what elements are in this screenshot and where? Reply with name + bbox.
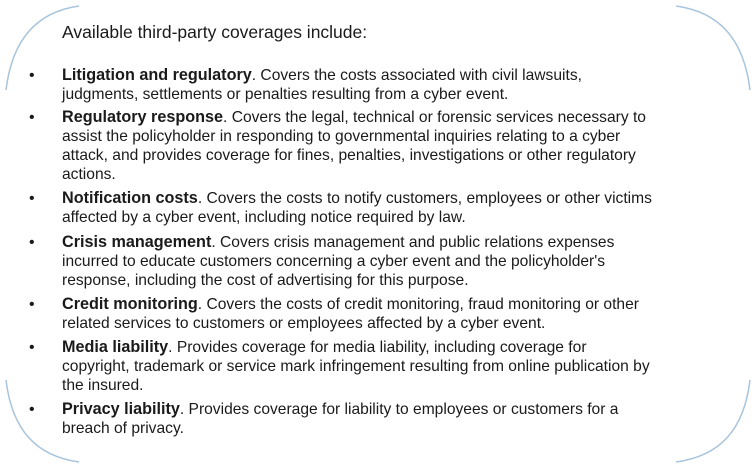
bullet-icon: • <box>29 296 35 313</box>
coverage-term: Crisis management <box>62 233 212 251</box>
text-line: the insured. <box>62 376 144 394</box>
text-line: attack, and provides coverage for fines, penalties, investigations or other regulatory <box>62 146 636 164</box>
bullet-icon: • <box>29 67 35 84</box>
text-line <box>62 233 752 253</box>
list-item-text <box>62 66 752 105</box>
list-item-text <box>62 400 752 439</box>
coverage-description: . Covers the costs associated with civil lawsuits, <box>251 67 582 84</box>
text-line <box>62 66 752 86</box>
coverage-term: Litigation and regulatory <box>62 66 252 84</box>
coverage-description: . Covers the legal, technical or forensic services necessary to <box>223 109 646 126</box>
coverage-term: Credit monitoring <box>62 295 198 313</box>
text-line <box>62 108 752 128</box>
text-line: incurred to educate customers concerning a cyber event and the policyholder's <box>62 252 606 270</box>
text-line <box>62 295 752 315</box>
list-item-text <box>62 295 752 334</box>
list-item-text <box>62 108 752 185</box>
coverage-description: . Provides coverage for media liability, including coverage for <box>168 339 587 356</box>
coverage-term: Privacy liability <box>62 400 180 418</box>
text-line: judgments, settlements or penalties resulting from a cyber event. <box>62 85 509 103</box>
bullet-icon: • <box>29 109 35 126</box>
bullet-icon: • <box>29 401 35 418</box>
coverage-term: Media liability <box>62 338 169 356</box>
text-line: breach of privacy. <box>62 419 184 437</box>
list-item-text <box>62 338 752 396</box>
bullet-icon: • <box>29 234 35 251</box>
coverage-description: . Provides coverage for liability to employees or customers for a <box>179 401 619 418</box>
text-line: affected by a cyber event, including notice required by law. <box>62 208 466 226</box>
coverage-term: Regulatory response <box>62 108 224 126</box>
list-item-text <box>62 189 752 228</box>
text-line: response, including the cost of advertising for this purpose. <box>62 271 469 289</box>
text-line: related services to customers or employees affected by a cyber event. <box>62 314 546 332</box>
text-line <box>62 189 752 209</box>
bullet-icon: • <box>29 339 35 356</box>
text-line: assist the policyholder in responding to governmental inquiries relating to a cyber <box>62 127 621 145</box>
text-line <box>62 338 752 358</box>
bullet-icon: • <box>29 190 35 207</box>
list-item-text <box>62 233 752 291</box>
text-line <box>62 400 752 420</box>
coverage-term: Notification costs <box>62 189 198 207</box>
coverage-description: . Covers the costs to notify customers, employees or other victims <box>197 190 652 207</box>
text-line: copyright, trademark or service mark infringement resulting from online publication by <box>62 357 650 375</box>
intro-heading: Available third-party coverages include: <box>62 22 368 42</box>
coverage-description: . Covers crisis management and public relations expenses <box>211 234 615 251</box>
coverage-description: . Covers the costs of credit monitoring, fraud monitoring or other <box>197 296 639 313</box>
text-line: actions. <box>62 165 116 183</box>
